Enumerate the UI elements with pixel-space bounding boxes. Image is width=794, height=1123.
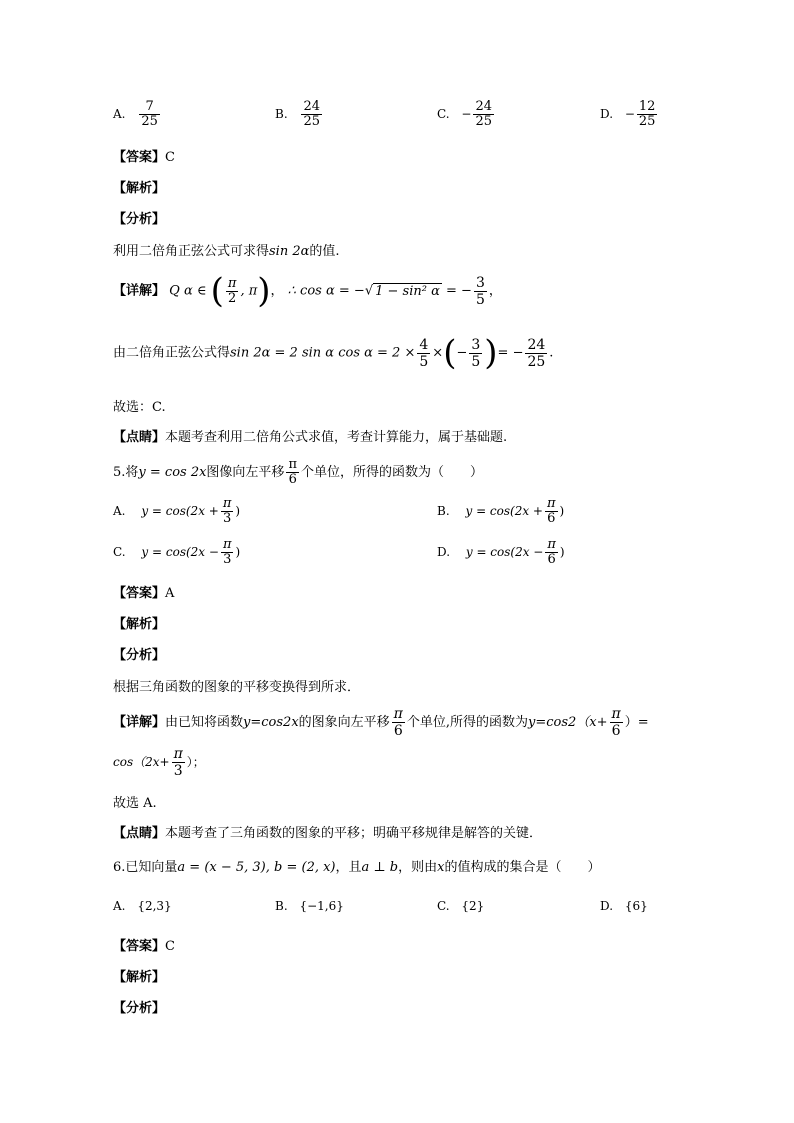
q4-detail-line1: 【详解】 Q α ∈ ( $\frac{\pi}{2}$ , π)， ∴ cos α = −√ 1 − sin² α = − $\frac{3}{5}$ ， bbox=[113, 271, 502, 311]
q5-fenxi-tag: 【分析】 bbox=[113, 648, 166, 663]
q5-detail-line2: cos（2x+ $\frac{\pi}{3}$ ）； bbox=[113, 746, 205, 779]
q4-analysis-tag: 【解析】 bbox=[113, 181, 166, 196]
q6-stem: 6.已知向量a = (x − 5, 3), b = (2, x)，且a ⊥ b，则由x的值构成的集合是（ ） bbox=[113, 860, 601, 875]
q5-analysis-tag: 【解析】 bbox=[113, 617, 166, 632]
q4-option-a: A. $\frac{7}{25}$ bbox=[113, 99, 158, 129]
fraction: $\frac{3}{5}$ bbox=[475, 274, 485, 308]
fraction: $\frac{12}{25}$ bbox=[638, 99, 656, 129]
q5-option-a: A. y = cos(2x + $\frac{\pi}{3}$ ) bbox=[113, 496, 241, 526]
fraction: $\frac{\pi}{3}$ bbox=[222, 496, 232, 526]
q4-answer: 【答案】C bbox=[113, 150, 175, 165]
q5-detail-line1: 【详解】由已知将函数y=cos2x的图象向左平移 $\frac{\pi}{6}$ 个单位,所得的函数为y=cos2（x+ $\frac{\pi}{6}$ ）= bbox=[113, 706, 649, 739]
q6-option-b: B. {−1,6} bbox=[275, 899, 344, 913]
fraction: $\frac{\pi}{6}$ bbox=[611, 706, 621, 739]
q6-fenxi-tag: 【分析】 bbox=[113, 1001, 166, 1016]
q4-option-b: B. $\frac{24}{25}$ bbox=[275, 99, 321, 129]
fraction: $\frac{24}{25}$ bbox=[475, 99, 493, 129]
fraction: $\frac{\pi}{3}$ bbox=[173, 746, 183, 779]
fraction: $\frac{24}{25}$ bbox=[303, 99, 321, 129]
q4-fenxi-tag: 【分析】 bbox=[113, 212, 166, 227]
q6-analysis-tag: 【解析】 bbox=[113, 970, 166, 985]
q4-option-c: C. − $\frac{24}{25}$ bbox=[437, 99, 493, 129]
fraction: $\frac{\pi}{2}$ bbox=[227, 275, 237, 306]
q5-stem: 5.将y = cos 2x图像向左平移 $\frac{\pi}{6}$ 个单位，所得的函数为（ ） bbox=[113, 457, 483, 487]
q5-answer: 【答案】A bbox=[113, 586, 175, 601]
fraction: $\frac{\pi}{6}$ bbox=[547, 496, 556, 526]
q4-dianjing: 【点睛】本题考查利用二倍角公式求值，考查计算能力，属于基础题. bbox=[113, 430, 508, 445]
q4-guxuan: 故选：C. bbox=[113, 400, 166, 415]
q6-option-c: C. {2} bbox=[437, 899, 485, 913]
q5-fenxi-text: 根据三角函数的图象的平移变换得到所求． bbox=[113, 680, 361, 695]
q4-detail-line2: 由二倍角正弦公式得sin 2α = 2 sin α cos α = 2 × $\frac{4}{5}$ ×(− $\frac{3}{5}$ )= − $\frac{24}{25}$ . bbox=[113, 333, 554, 373]
q5-option-c: C. y = cos(2x − $\frac{\pi}{3}$ ) bbox=[113, 537, 241, 567]
q4-option-d: D. − $\frac{12}{25}$ bbox=[600, 99, 656, 129]
fraction: $\frac{3}{5}$ bbox=[471, 336, 481, 370]
fraction: $\frac{7}{25}$ bbox=[141, 99, 158, 129]
fraction: $\frac{\pi}{6}$ bbox=[547, 537, 556, 567]
fraction: $\frac{\pi}{6}$ bbox=[393, 706, 403, 739]
q6-answer: 【答案】C bbox=[113, 939, 175, 954]
fraction: $\frac{4}{5}$ bbox=[419, 336, 429, 370]
q6-option-d: D. {6} bbox=[600, 899, 648, 913]
q5-dianjing: 【点睛】本题考查了三角函数的图象的平移；明确平移规律是解答的关键． bbox=[113, 826, 543, 841]
q4-fenxi-text: 利用二倍角正弦公式可求得sin 2α的值. bbox=[113, 244, 340, 259]
fraction: $\frac{24}{25}$ bbox=[527, 336, 546, 370]
q5-guxuan: 故选 A. bbox=[113, 796, 157, 811]
q6-option-a: A. {2,3} bbox=[113, 899, 172, 913]
q5-option-d: D. y = cos(2x − $\frac{\pi}{6}$ ) bbox=[437, 537, 565, 567]
fraction: $\frac{\pi}{6}$ bbox=[288, 457, 297, 487]
fraction: $\frac{\pi}{3}$ bbox=[222, 537, 232, 567]
q5-option-b: B. y = cos(2x + $\frac{\pi}{6}$ ) bbox=[437, 496, 565, 526]
